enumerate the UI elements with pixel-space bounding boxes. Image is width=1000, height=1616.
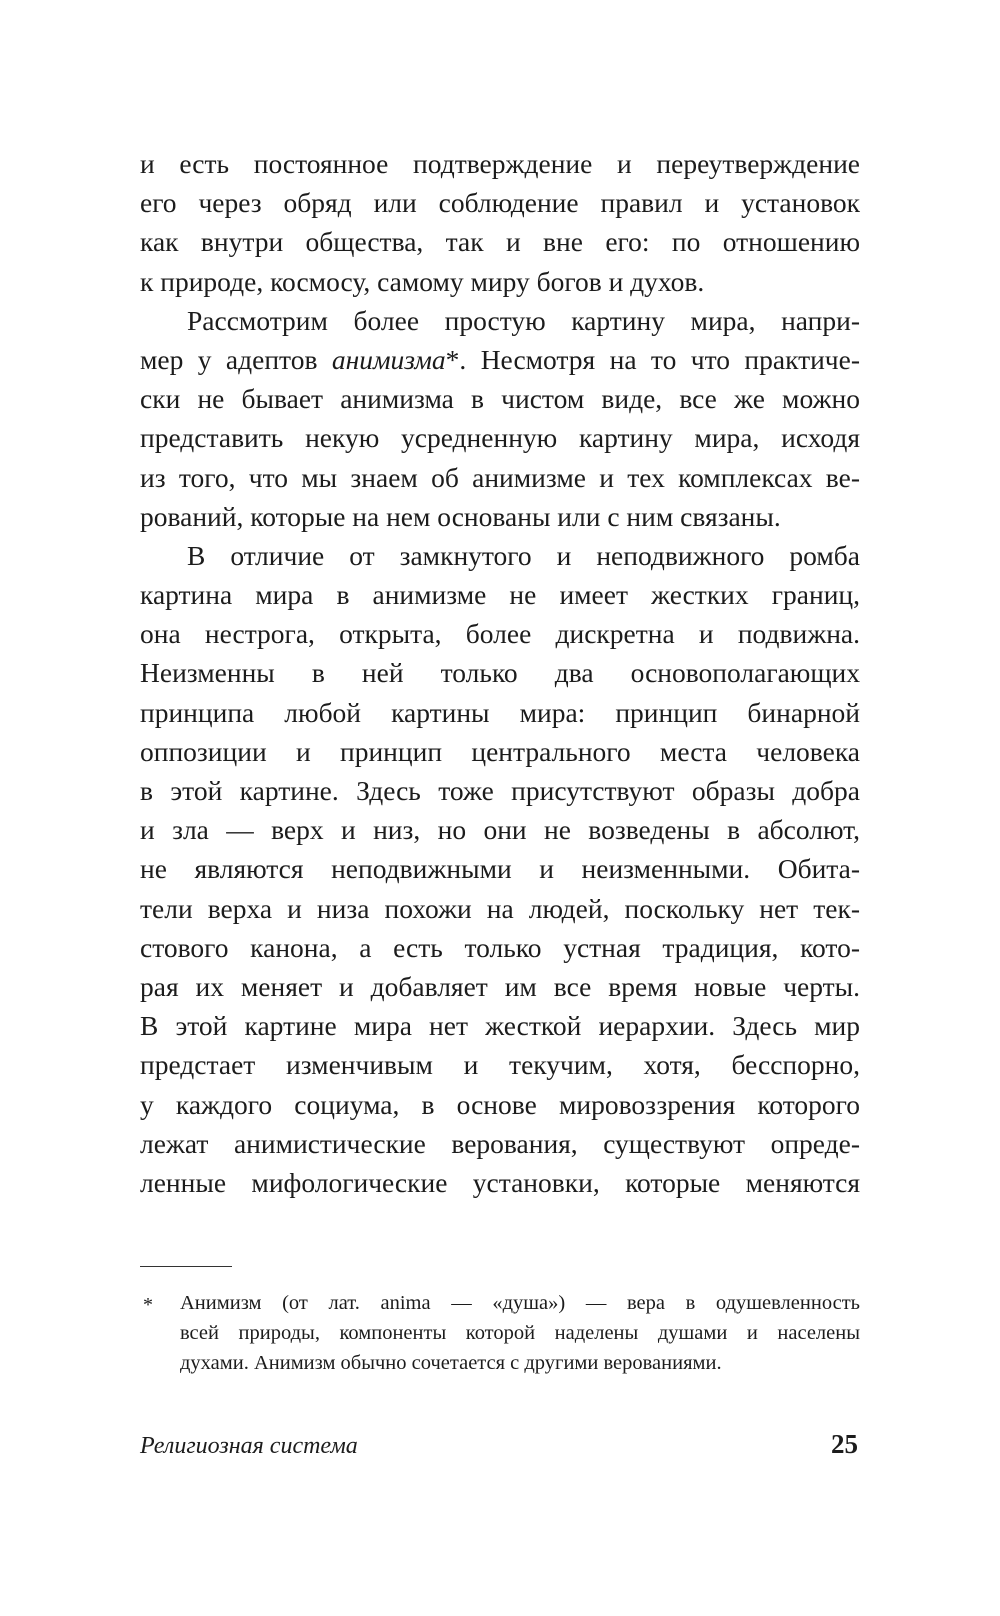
body-line: и есть постоянное подтверждение и переутверждение bbox=[140, 148, 860, 179]
italic-term: анимизма bbox=[331, 343, 446, 375]
body-text bbox=[140, 144, 860, 1202]
body-line: картина мира в анимизме не имеет жестких границ, bbox=[140, 579, 860, 611]
body-line-with-italic bbox=[140, 340, 860, 379]
body-line: не являются неподвижными и неизменными. Обита- bbox=[140, 853, 860, 885]
footnote-line: духами. Анимизм обычно сочетается с другими верованиями. bbox=[180, 1352, 722, 1374]
body-line: и зла — верх и низ, но они не возведены в абсолют, bbox=[140, 814, 860, 846]
footnote-line: всей природы, компоненты которой наделены душами и населены bbox=[180, 1322, 860, 1344]
footnote-line: Анимизм (от лат. anima — «душа») — вера в одушевленность bbox=[180, 1292, 860, 1314]
footnote-divider bbox=[140, 1266, 232, 1267]
body-line: принципа любой картины мира: принцип бинарной bbox=[140, 696, 860, 728]
body-line: стового канона, а есть только устная традиция, кото- bbox=[140, 931, 860, 963]
body-line: его через обряд или соблюдение правил и установок bbox=[140, 187, 860, 219]
body-line: предстает изменчивым и текучим, хотя, бесспорно, bbox=[140, 1049, 860, 1081]
body-text-fragment: мер у адептов bbox=[140, 343, 332, 375]
running-title: Религиозная система bbox=[140, 1433, 358, 1459]
body-line: к природе, космосу, самому миру богов и духов. bbox=[140, 265, 705, 297]
body-line: как внутри общества, так и вне его: по отношению bbox=[140, 226, 860, 258]
footnote bbox=[140, 1288, 860, 1378]
body-line: ски не бывает анимизма в чистом виде, все же можно bbox=[140, 383, 860, 415]
body-line: В этой картине мира нет жесткой иерархии. Здесь мир bbox=[140, 1010, 860, 1042]
body-line: В отличие от замкнутого и неподвижного ромба bbox=[187, 539, 860, 571]
body-line: лежат анимистические верования, существуют опреде- bbox=[140, 1127, 860, 1159]
body-line: Неизменны в ней только два основополагающих bbox=[140, 657, 860, 689]
footnote-marker: * bbox=[143, 1294, 153, 1316]
body-line: из того, что мы знаем об анимизме и тех комплексах ве- bbox=[140, 461, 860, 493]
body-line: оппозиции и принцип центрального места человека bbox=[140, 735, 860, 767]
body-line: ленные мифологические установки, которые меняются bbox=[140, 1166, 860, 1198]
body-line: тели верха и низа похожи на людей, поскольку нет тек- bbox=[140, 892, 860, 924]
body-text-fragment: *. Несмотря на то что практиче- bbox=[445, 343, 860, 375]
body-line: Рассмотрим более простую картину мира, напри- bbox=[187, 304, 860, 336]
body-line: в этой картине. Здесь тоже присутствуют образы добра bbox=[140, 775, 860, 806]
body-line: рая их меняет и добавляет им все время новые черты. bbox=[140, 970, 860, 1002]
page-number: 25 bbox=[831, 1429, 858, 1459]
body-line: представить некую усредненную картину мира, исходя bbox=[140, 422, 860, 454]
body-line: рований, которые на нем основаны или с ним связаны. bbox=[140, 500, 781, 532]
body-line: она нестрога, открыта, более дискретна и подвижна. bbox=[140, 618, 860, 650]
body-line: у каждого социума, в основе мировоззрения которого bbox=[140, 1088, 860, 1120]
